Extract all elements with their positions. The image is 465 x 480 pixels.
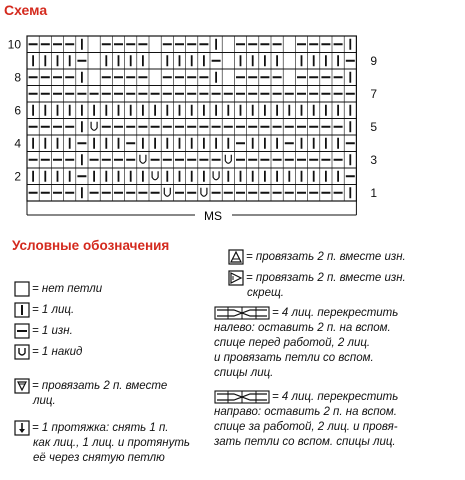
- legend-pull-through-line3: её через снятую петлю: [33, 452, 165, 465]
- row-number-right: 1: [370, 185, 378, 200]
- row-number-left: 2: [14, 169, 21, 184]
- purl-icon: [14, 323, 30, 339]
- legend-cross-left-line3: спице перед работой, 2 лиц.: [214, 337, 371, 350]
- row-number-left: 4: [14, 136, 21, 151]
- legend-cross-left: = 4 лиц. перекрестить налево: оставить 2 п. на вспом. спице перед работой, 2 лиц. и провязать петли со вспом. спицы лиц.: [214, 307, 399, 380]
- legend-pull-through-line2: как лиц., 1 лиц. и протянуть: [33, 437, 190, 450]
- chart-grid: [27, 36, 356, 223]
- row-number-right: 3: [370, 152, 378, 167]
- k2tog-purl-icon: [228, 249, 244, 265]
- legend-cross-right: = 4 лиц. перекрестить направо: оставить 2 п. на вспом. спице за работой, 2 лиц. и провя- зать петли со вспом. спицы лиц.: [214, 391, 399, 449]
- legend-k2tog-purl: = провязать 2 п. вместе изн.: [228, 249, 406, 265]
- k2tog-knit-icon: [14, 378, 30, 394]
- row-number-right: 9: [370, 53, 378, 68]
- legend-k2tog-knit-line2: лиц.: [33, 395, 56, 408]
- cable-right-icon: [214, 390, 270, 404]
- knit-icon: [14, 302, 30, 318]
- empty-square-icon: [14, 281, 30, 297]
- legend-title: Условные обозначения: [12, 238, 170, 253]
- row-number-left: 6: [14, 103, 21, 118]
- yarn-over-icon: [14, 344, 30, 360]
- legend-no-stitch: = нет петли: [14, 281, 102, 297]
- legend-purl: = 1 изн.: [14, 323, 73, 339]
- ms-label: MS: [204, 209, 222, 223]
- legend-pull-through: = 1 протяжка: снять 1 п. как лиц., 1 лиц. и протянуть её через снятую петлю: [14, 420, 190, 466]
- legend-cross-left-line5: спицы лиц.: [214, 367, 274, 380]
- legend-cross-left-line2: налево: оставить 2 п. на вспом.: [214, 322, 391, 335]
- legend-k2tog-knit: = провязать 2 п. вместе лиц.: [14, 378, 167, 409]
- knitting-chart: [0, 0, 465, 232]
- legend-knit: = 1 лиц.: [14, 302, 74, 318]
- row-number-left: 8: [14, 70, 21, 85]
- row-number-left: 10: [7, 37, 21, 52]
- legend-yarn-over: = 1 накид: [14, 344, 82, 360]
- k2tog-purl-crossed-icon: [228, 270, 244, 286]
- legend-k2tog-purl-crossed: = провязать 2 п. вместе изн. скрещ.: [228, 270, 406, 301]
- row-number-right: 5: [370, 119, 378, 134]
- legend-k2tog-purl-crossed-line2: скрещ.: [247, 287, 284, 300]
- legend-cross-right-line3: спице за работой, 2 лиц. и провя-: [214, 421, 398, 434]
- legend-cross-right-line4: зать петли со вспом. спицы лиц.: [214, 436, 396, 449]
- chart-title: Схема: [4, 2, 48, 18]
- cable-left-icon: [214, 306, 270, 320]
- legend-cross-right-line2: направо: оставить 2 п. на вспом.: [214, 406, 397, 419]
- row-number-right: 7: [370, 86, 378, 101]
- legend-cross-left-line4: и провязать петли со вспом.: [214, 352, 374, 365]
- arrow-down-icon: [14, 420, 30, 436]
